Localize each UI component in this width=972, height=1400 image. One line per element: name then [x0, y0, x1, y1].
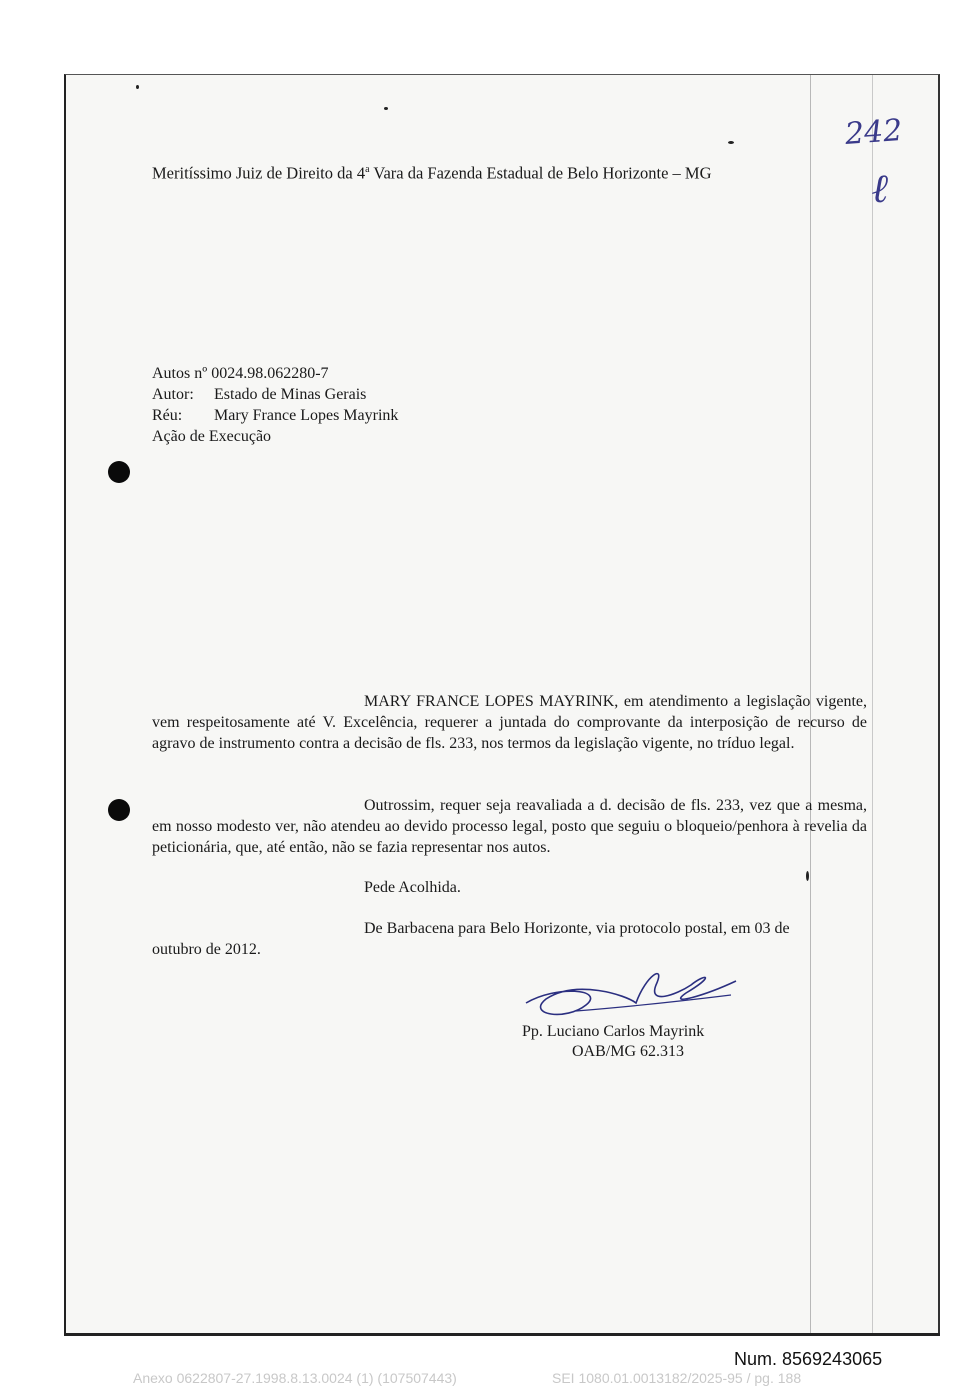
defendant-line	[152, 405, 398, 426]
scan-speck	[384, 107, 388, 110]
defendant-value: Mary France Lopes Mayrink	[214, 407, 399, 424]
heading-text: Vara da Fazenda Estadual de Belo Horizonte – MG	[369, 163, 712, 183]
paragraph-reevaluation	[152, 795, 867, 858]
paragraph-text: Outrossim, requer seja reavaliada a d. decisão de fls. 233, vez que a mesma, em nosso modesto ver, não atendeu ao devido processo legal, posto que seguiu o bloqueio/penhora à revelia da peticionária, que, até então, não se fazia representar nos autos.	[152, 797, 867, 856]
signature-stroke	[526, 974, 736, 1015]
scan-edge	[64, 1333, 940, 1336]
scan-speck	[806, 871, 809, 881]
signer-name: Pp. Luciano Carlos Mayrink	[522, 1023, 705, 1040]
place-date-line	[152, 918, 867, 939]
case-number: Autos nº 0024.98.062280-7	[152, 365, 329, 382]
paragraph-request	[152, 691, 867, 754]
closing-request: Pede Acolhida.	[364, 879, 461, 896]
case-info-block	[152, 363, 398, 447]
addressee-heading	[152, 159, 712, 184]
document-number: Num. 8569243065	[734, 1349, 883, 1369]
fold-line	[872, 75, 873, 1336]
scan-speck	[728, 141, 734, 144]
punch-hole	[108, 799, 130, 821]
annex-reference: Anexo 0622807-27.1998.8.13.0024 (1) (107507443)	[133, 1370, 457, 1386]
action-type: Ação de Execução	[152, 428, 272, 445]
plaintiff-value: Estado de Minas Gerais	[214, 386, 367, 403]
signature-stroke	[576, 995, 731, 1011]
plaintiff-line	[152, 384, 398, 405]
handwritten-page-number	[838, 115, 918, 235]
place-date-text: De Barbacena para Belo Horizonte, via protocolo postal, em 03 de	[364, 920, 790, 937]
paragraph-text: MARY FRANCE LOPES MAYRINK, em atendimento a legislação vigente, vem respeitosamente até V. Excelência, requerer a juntada do comprovante da interposição de recurso de agravo de instrumento contra a decisão de fls. 233, nos termos da legislação vigente, no tríduo legal.	[152, 693, 867, 752]
defendant-label: Réu:	[152, 407, 183, 424]
signer-registration: OAB/MG 62.313	[572, 1043, 685, 1060]
scan-speck	[136, 85, 139, 89]
scanned-page	[64, 74, 940, 1336]
heading-ordinal: a	[365, 164, 370, 175]
plaintiff-label: Autor:	[152, 386, 194, 403]
handwritten-initial-mark: ℓ	[871, 166, 888, 212]
sei-reference: SEI 1080.01.0013182/2025-95 / pg. 188	[552, 1370, 802, 1386]
place-date-continuation: outubro de 2012.	[152, 941, 261, 958]
page-number-handwritten: 242	[843, 113, 904, 152]
punch-hole	[108, 461, 130, 483]
heading-text: Meritíssimo Juiz de Direito da 4	[152, 163, 366, 183]
